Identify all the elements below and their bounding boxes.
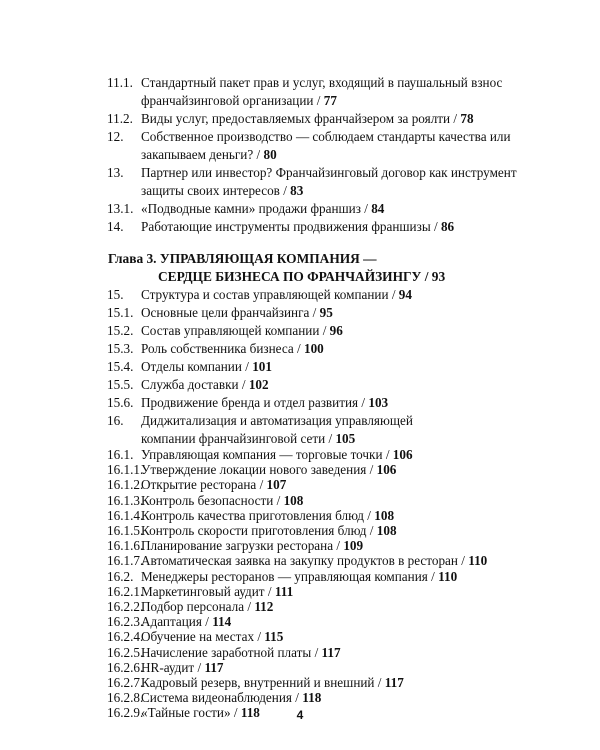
toc-entry-number: 16.1.3. [107, 492, 144, 508]
toc-entry-page: 86 [440, 219, 455, 234]
toc-entry-title-cont: франчайзинговой организации / [141, 93, 324, 108]
toc-entry-number: 16.2. [107, 568, 134, 584]
toc-entry-page: 105 [335, 431, 356, 446]
toc-entry-number: 16.1.6. [107, 538, 144, 554]
toc-entry-number: 15. [107, 287, 124, 302]
toc-entry-title: Начисление заработной платы / [141, 644, 322, 660]
toc-entry-number: 11.2. [107, 111, 133, 126]
toc-entry-page: 117 [204, 659, 224, 675]
toc-entry-number: 15.1. [107, 305, 134, 320]
toc-entry-page: 112 [254, 599, 274, 614]
toc-entry-number: 16.1.1. [107, 462, 144, 478]
toc-entry-title: Кадровый резерв, внутренний и внешний / [141, 675, 385, 690]
toc-entry-number: 16.1. [107, 447, 134, 462]
toc-entry-title: «Подводные камни» продажи франшиз / [141, 201, 372, 216]
toc-entry-number: 16. [107, 413, 124, 428]
toc-entry-title: Контроль качества приготовления блюд / [141, 507, 375, 523]
toc-entry-number: 15.3. [107, 341, 134, 356]
toc-entry-title: Виды услуг, предоставляемых франчайзером за роялти / [141, 111, 461, 126]
toc-entry-title: Диджитализация и автоматизация управляющей [141, 413, 413, 428]
toc-entry-title-cont: защиты своих интересов / [141, 183, 291, 198]
toc-entry-title-cont: компании франчайзинговой сети / [141, 431, 336, 446]
toc-entry-title: Основные цели франчайзинга / [141, 305, 320, 320]
toc-entry-title: Система видеонаблюдения / [141, 690, 303, 706]
toc-entry-title: Роль собственника бизнеса / [141, 341, 304, 356]
toc-entry-title: Обучение на местах / [141, 629, 265, 645]
toc-entry-number: 16.2.8. [107, 690, 144, 706]
toc-entry-page: 84 [371, 201, 385, 216]
toc-entry-title: Контроль безопасности / [141, 492, 284, 508]
toc-entry-page: 102 [248, 377, 269, 392]
toc-entry-title: Планирование загрузки ресторана / [141, 538, 344, 554]
toc-entry-page: 117 [321, 644, 341, 660]
toc-entry-page: 107 [266, 477, 287, 493]
toc-entry-number: 16.1.2. [107, 477, 144, 493]
toc-entry-title: Продвижение бренда и отдел развития / [141, 395, 369, 410]
page-number: 4 [296, 708, 304, 722]
toc-entry-title: Адаптация / [141, 614, 213, 630]
toc-entry-number: 15.2. [107, 323, 134, 338]
toc-entry-page: 114 [212, 614, 232, 630]
toc-entry-title: Менеджеры ресторанов — управляющая компания / [141, 568, 439, 584]
toc-entry-page: 118 [302, 690, 322, 706]
toc-entry-title: Маркетинговый аудит / [141, 583, 275, 599]
toc-entry-page: 108 [376, 523, 397, 538]
toc-entry-page: 111 [274, 583, 294, 599]
toc-entry-number: 12. [107, 129, 124, 144]
toc-entry-title: Структура и состав управляющей компании / [141, 287, 399, 302]
toc-entry-number: 16.1.5. [107, 523, 144, 538]
toc-entry-title: Партнер или инвестор? Франчайзинговый договор как инструмент [141, 165, 517, 180]
toc-entry-title: Работающие инструменты продвижения франшизы / [141, 219, 441, 234]
toc-entry-page: 101 [252, 359, 272, 374]
toc-entry-number: 16.1.7. [107, 553, 144, 569]
toc-entry-title: Подбор персонала / [141, 599, 255, 614]
toc-entry-page: 110 [438, 568, 458, 584]
toc-entry-number: 16.2.4. [107, 629, 144, 645]
toc-entry-title: Состав управляющей компании / [141, 323, 330, 338]
chapter-title-line1: Глава 3. УПРАВЛЯЮЩАЯ КОМПАНИЯ — [108, 251, 377, 266]
toc-entry-page: 106 [376, 462, 397, 478]
toc-entry-number: 16.2.1. [107, 583, 144, 599]
toc-entry-title: Собственное производство — соблюдаем стандарты качества или [141, 129, 511, 144]
toc-entry-page: 100 [303, 341, 324, 356]
toc-entry-number: 16.2.6. [107, 659, 144, 675]
toc-entry-page: 95 [319, 305, 333, 320]
toc-entry-title-cont: закапываем деньги? / [141, 147, 264, 162]
toc-entry-number: 15.5. [107, 377, 134, 392]
toc-entry-page: 109 [343, 538, 364, 554]
toc-entry-title: Автоматическая заявка на закупку продуктов в ресторан / [141, 553, 469, 569]
toc-entry-page: 83 [290, 183, 304, 198]
toc-entry-title: Контроль скорости приготовления блюд / [141, 523, 377, 538]
toc-entry-number: 15.4. [107, 359, 134, 374]
toc-entry-page: 77 [323, 93, 337, 108]
toc-entry-title: Утверждение локации нового заведения / [141, 462, 377, 478]
toc-entry-title: Отделы компании / [141, 359, 253, 374]
toc-entry-number: 16.2.9. [107, 705, 144, 721]
toc-entry-number: 16.2.5. [107, 644, 144, 660]
toc-entry-number: 16.2.3. [107, 614, 144, 630]
toc-entry-page: 80 [263, 147, 277, 162]
toc-entry-number: 14. [107, 219, 124, 234]
toc-entry-title: HR-аудит / [141, 659, 205, 675]
toc-entry-title: Стандартный пакет прав и услуг, входящий в паушальный взнос [141, 75, 503, 90]
toc-entry-page: 94 [398, 287, 412, 302]
toc-entry-page: 103 [368, 395, 389, 410]
toc-entry-number: 15.6. [107, 395, 134, 410]
chapter-title-line2: СЕРДЦЕ БИЗНЕСА ПО ФРАНЧАЙЗИНГУ / 93 [158, 269, 446, 284]
toc-entry-page: 108 [374, 507, 395, 523]
toc-entry-title: Открытие ресторана / [141, 477, 267, 493]
toc-entry-page: 106 [392, 447, 413, 462]
toc-entry-number: 13.1. [107, 201, 134, 216]
toc-entry-title: Управляющая компания — торговые точки / [141, 447, 393, 462]
toc-entry-page: 118 [240, 705, 260, 721]
toc-entry-page: 115 [264, 629, 284, 645]
toc-entry-page: 108 [283, 492, 304, 508]
toc-entry-number: 16.1.4. [107, 507, 144, 523]
toc-entry-page: 78 [460, 111, 474, 126]
toc-entry-page: 110 [468, 553, 488, 569]
toc-entry-number: 16.2.2. [107, 599, 144, 614]
toc-entry-page: 96 [329, 323, 343, 338]
toc-entry-page: 117 [384, 675, 404, 690]
toc-entry-title: Служба доставки / [141, 377, 249, 392]
toc-entry-number: 16.2.7. [107, 675, 144, 690]
toc-entry-number: 11.1. [107, 75, 133, 90]
toc-entry-title: «Тайные гости» / [141, 705, 241, 721]
toc-entry-number: 13. [107, 165, 124, 180]
